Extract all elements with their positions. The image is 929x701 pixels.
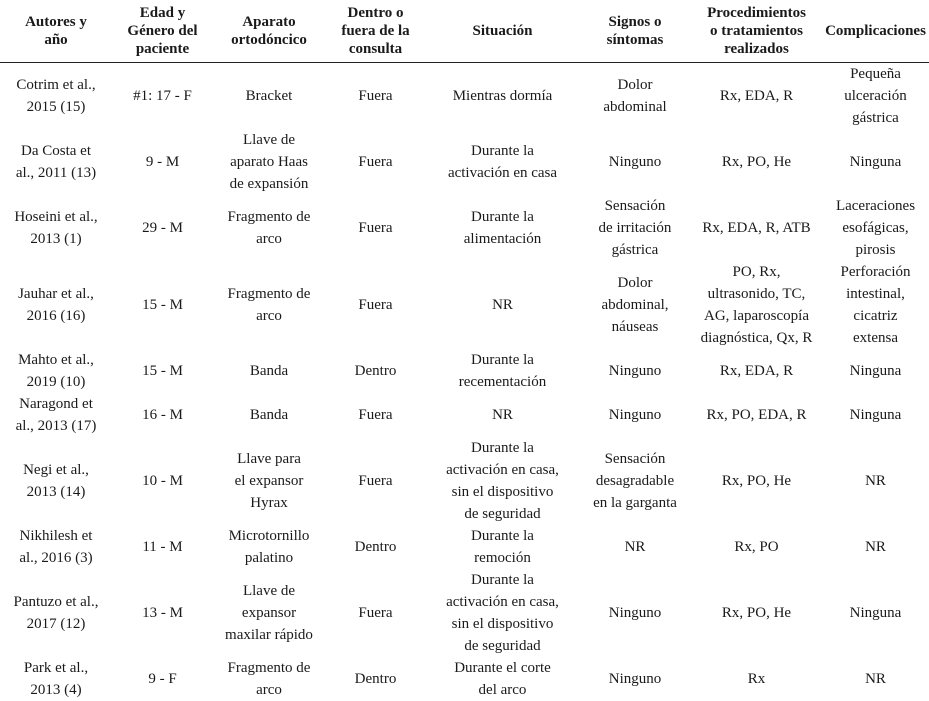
cell-situacion: Durante el corte del arco (426, 657, 579, 701)
cell-dentro-fuera: Fuera (325, 569, 426, 657)
cell-signos: Sensación desagradable en la garganta (579, 437, 691, 525)
cell-aparato: Llave para el expansor Hyrax (213, 437, 325, 525)
header-cell-dentro-fuera: Dentro o fuera de la consulta (325, 0, 426, 63)
cell-autores: Park et al., 2013 (4) (0, 657, 112, 701)
header-cell-signos: Signos o síntomas (579, 0, 691, 63)
table-header (0, 0, 929, 63)
cell-autores: Da Costa et al., 2011 (13) (0, 129, 112, 195)
table-row (0, 657, 929, 701)
cell-dentro-fuera: Fuera (325, 129, 426, 195)
cell-situacion: NR (426, 393, 579, 437)
cell-edad-genero: 9 - F (112, 657, 213, 701)
cell-signos: NR (579, 525, 691, 569)
cell-autores: Pantuzo et al., 2017 (12) (0, 569, 112, 657)
cell-situacion: Durante la activación en casa, sin el dispositivo de seguridad (426, 569, 579, 657)
cell-procedimientos: Rx, PO, He (691, 129, 822, 195)
cell-edad-genero: 11 - M (112, 525, 213, 569)
cell-signos: Ninguno (579, 129, 691, 195)
table-row (0, 525, 929, 569)
cell-autores: Hoseini et al., 2013 (1) (0, 195, 112, 261)
cell-dentro-fuera: Fuera (325, 437, 426, 525)
header-cell-aparato: Aparato ortodóncico (213, 0, 325, 63)
cell-dentro-fuera: Fuera (325, 393, 426, 437)
cell-edad-genero: 10 - M (112, 437, 213, 525)
cell-dentro-fuera: Dentro (325, 349, 426, 393)
cell-procedimientos: Rx, EDA, R (691, 349, 822, 393)
cell-signos: Dolor abdominal (579, 63, 691, 130)
cell-situacion: Durante la remoción (426, 525, 579, 569)
cell-aparato: Llave de expansor maxilar rápido (213, 569, 325, 657)
cell-procedimientos: Rx, EDA, R, ATB (691, 195, 822, 261)
header-cell-complicaciones: Complicaciones (822, 0, 929, 63)
cell-complicaciones: Laceraciones esofágicas, pirosis (822, 195, 929, 261)
cell-autores: Jauhar et al., 2016 (16) (0, 261, 112, 349)
cell-complicaciones: NR (822, 657, 929, 701)
cell-procedimientos: Rx, PO, EDA, R (691, 393, 822, 437)
header-cell-edad-genero: Edad y Género del paciente (112, 0, 213, 63)
cell-edad-genero: 9 - M (112, 129, 213, 195)
table-row (0, 393, 929, 437)
cell-situacion: Mientras dormía (426, 63, 579, 130)
cell-complicaciones: Ninguna (822, 393, 929, 437)
cell-dentro-fuera: Dentro (325, 525, 426, 569)
cell-situacion: Durante la alimentación (426, 195, 579, 261)
cell-complicaciones: NR (822, 437, 929, 525)
cell-signos: Ninguno (579, 569, 691, 657)
cell-procedimientos: PO, Rx, ultrasonido, TC, AG, laparoscopía diagnóstica, Qx, R (691, 261, 822, 349)
cell-signos: Ninguno (579, 393, 691, 437)
cell-autores: Cotrim et al., 2015 (15) (0, 63, 112, 130)
cell-edad-genero: 16 - M (112, 393, 213, 437)
table-row (0, 437, 929, 525)
cell-aparato: Fragmento de arco (213, 195, 325, 261)
cell-aparato: Microtornillo palatino (213, 525, 325, 569)
cell-autores: Nikhilesh et al., 2016 (3) (0, 525, 112, 569)
cell-situacion: NR (426, 261, 579, 349)
cell-aparato: Fragmento de arco (213, 261, 325, 349)
cell-complicaciones: Ninguna (822, 569, 929, 657)
cell-procedimientos: Rx (691, 657, 822, 701)
cell-aparato: Llave de aparato Haas de expansión (213, 129, 325, 195)
table-row (0, 129, 929, 195)
cell-aparato: Bracket (213, 63, 325, 130)
cell-procedimientos: Rx, PO, He (691, 437, 822, 525)
cell-signos: Dolor abdominal, náuseas (579, 261, 691, 349)
cell-autores: Naragond et al., 2013 (17) (0, 393, 112, 437)
cell-edad-genero: 29 - M (112, 195, 213, 261)
cell-complicaciones: Pequeña ulceración gástrica (822, 63, 929, 130)
cell-dentro-fuera: Fuera (325, 63, 426, 130)
cell-complicaciones: Perforación intestinal, cicatriz extensa (822, 261, 929, 349)
cell-aparato: Fragmento de arco (213, 657, 325, 701)
header-cell-autores: Autores y año (0, 0, 112, 63)
table-row (0, 63, 929, 130)
cell-situacion: Durante la activación en casa (426, 129, 579, 195)
cell-situacion: Durante la recementación (426, 349, 579, 393)
cell-signos: Ninguno (579, 349, 691, 393)
cell-edad-genero: 15 - M (112, 261, 213, 349)
cell-situacion: Durante la activación en casa, sin el dispositivo de seguridad (426, 437, 579, 525)
cell-edad-genero: #1: 17 - F (112, 63, 213, 130)
cell-dentro-fuera: Dentro (325, 657, 426, 701)
header-cell-situacion: Situación (426, 0, 579, 63)
header-cell-procedimientos: Procedimientos o tratamientos realizados (691, 0, 822, 63)
cell-signos: Ninguno (579, 657, 691, 701)
cell-edad-genero: 15 - M (112, 349, 213, 393)
cell-complicaciones: Ninguna (822, 129, 929, 195)
cell-autores: Mahto et al., 2019 (10) (0, 349, 112, 393)
cell-aparato: Banda (213, 393, 325, 437)
table-row (0, 261, 929, 349)
table-body (0, 63, 929, 701)
cell-complicaciones: Ninguna (822, 349, 929, 393)
table-row (0, 349, 929, 393)
cell-edad-genero: 13 - M (112, 569, 213, 657)
cell-complicaciones: NR (822, 525, 929, 569)
cell-aparato: Banda (213, 349, 325, 393)
cell-procedimientos: Rx, PO (691, 525, 822, 569)
cell-dentro-fuera: Fuera (325, 261, 426, 349)
cell-dentro-fuera: Fuera (325, 195, 426, 261)
cell-procedimientos: Rx, EDA, R (691, 63, 822, 130)
header-row (0, 0, 929, 63)
cell-autores: Negi et al., 2013 (14) (0, 437, 112, 525)
cell-signos: Sensación de irritación gástrica (579, 195, 691, 261)
table-row (0, 569, 929, 657)
cell-procedimientos: Rx, PO, He (691, 569, 822, 657)
table-row (0, 195, 929, 261)
